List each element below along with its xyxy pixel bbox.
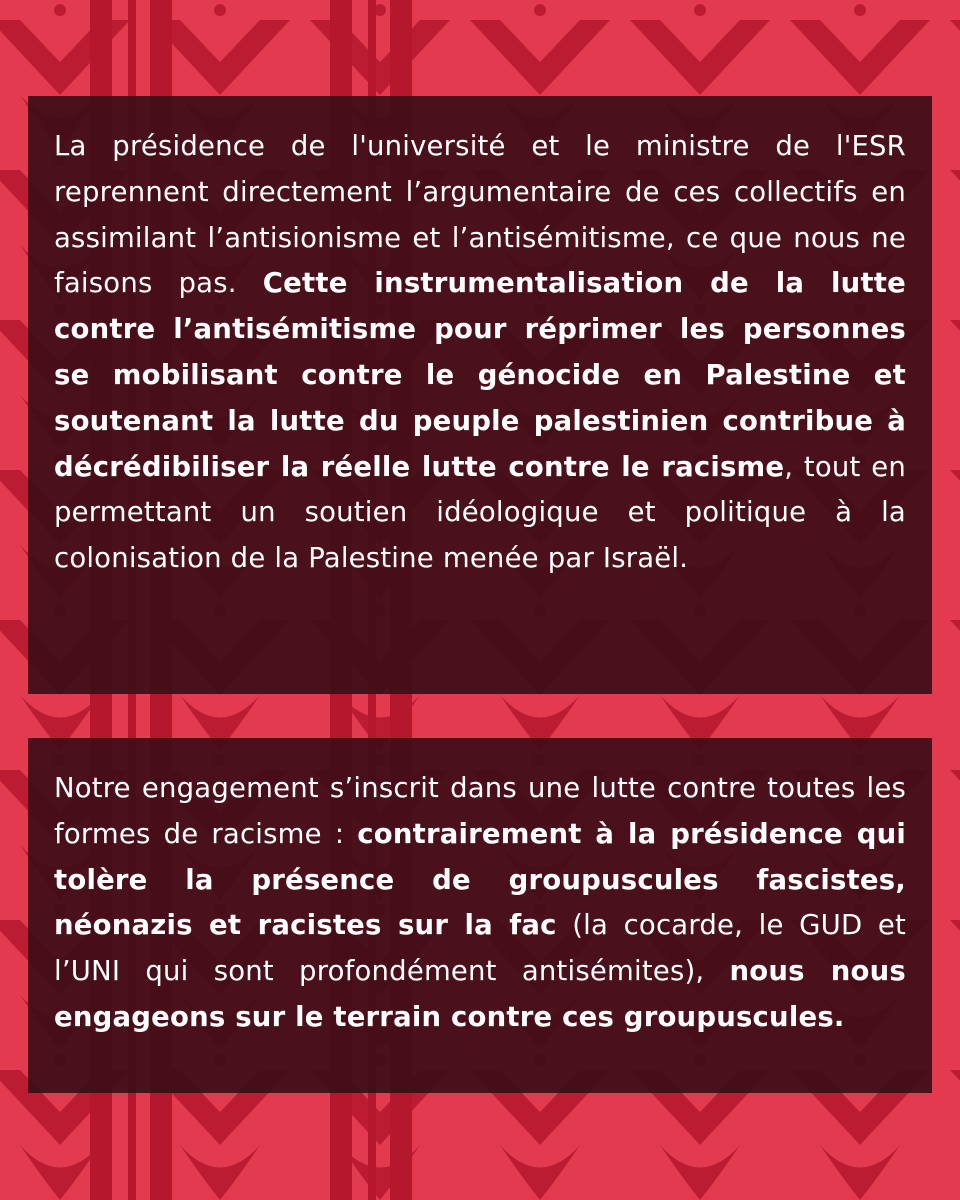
paragraph-top-outro: , tout en permettant un soutien idéologique et politique à la colonisation de la Palestine menée par Israël. [54,450,906,575]
paragraph-bottom [54,766,906,1041]
paragraph-top-bold: Cette instrumentalisation de la lutte contre l’antisémitisme pour réprimer les personnes se mobilisant contre le génocide en Palestine et soutenant la lutte du peuple palestinien contribue à décrédibiliser la réelle lutte contre le racisme [54,267,906,483]
paragraph-bottom-intro: Notre engagement s’inscrit dans une lutte contre toutes les formes de racisme : [54,772,906,850]
text-panel-top [28,96,932,694]
paragraph-top [54,124,906,582]
text-panel-bottom [28,738,932,1093]
paragraph-bottom-middle: (la cocarde, le GUD et l’UNI qui sont profondément antisémites), [54,909,906,988]
paragraph-bottom-bold-1: contrairement à la présidence qui tolère la présence de groupuscules fascistes, néonazis et racistes sur la fac [54,817,906,942]
paragraph-bottom-bold-2: nous nous engageons sur le terrain contre ces groupuscules. [54,955,906,1033]
paragraph-top-intro: La présidence de l'université et le ministre de l'ESR reprennent directement l’argumentaire de ces collectifs en assimilant l’antisionisme et l’antisémitisme, ce que nous ne faisons pas. [54,130,906,300]
